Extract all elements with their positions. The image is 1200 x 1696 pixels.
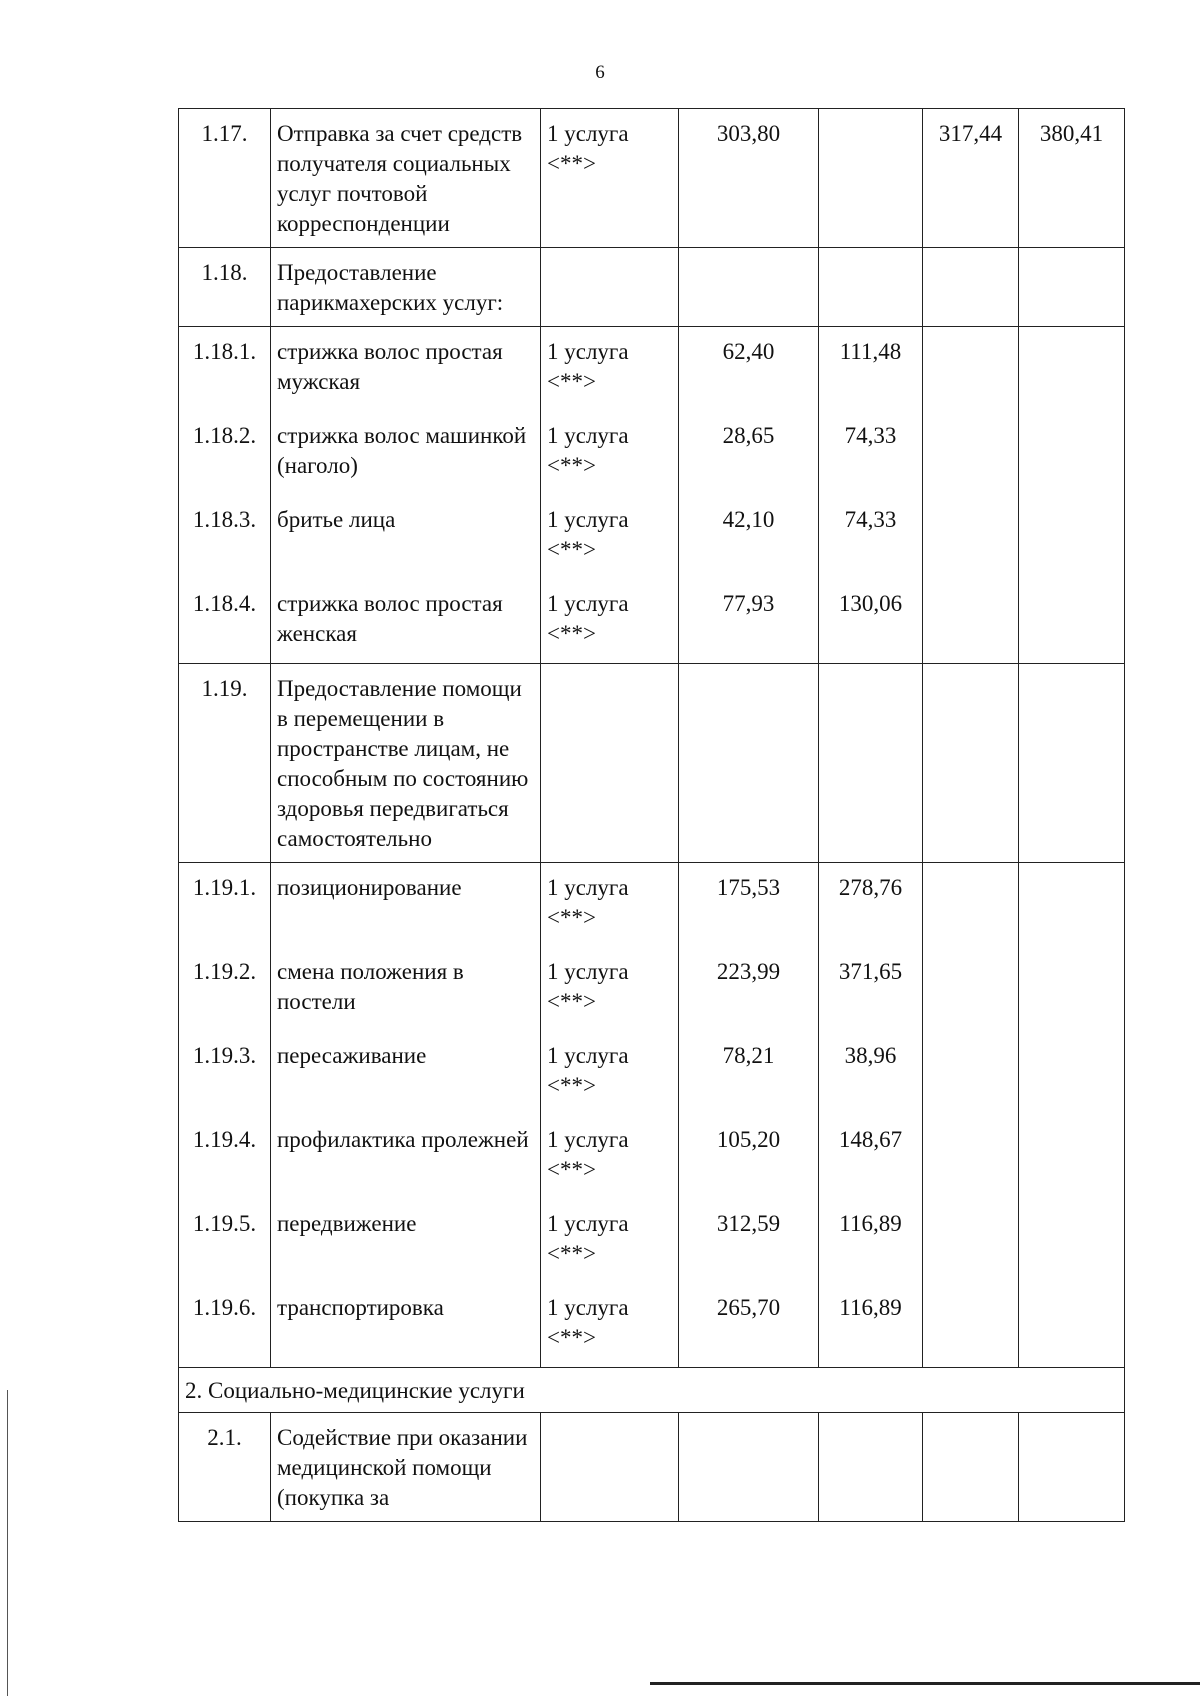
table-row bbox=[179, 1283, 1125, 1368]
item-code: 1.18.4. bbox=[179, 579, 271, 664]
tariff-value bbox=[1019, 248, 1125, 327]
tariff-value: 371,65 bbox=[819, 947, 923, 1031]
tariff-value bbox=[1019, 1413, 1125, 1522]
tariff-value bbox=[1019, 327, 1125, 412]
service-name: Предоставление помощи в перемещении в пространстве лицам, не способным по состоянию здоровья передвигаться самостоятельно bbox=[271, 664, 541, 863]
service-name: Предоставление парикмахерских услуг: bbox=[271, 248, 541, 327]
tariff-value: 77,93 bbox=[679, 579, 819, 664]
table-row bbox=[179, 1199, 1125, 1283]
item-code: 1.18.2. bbox=[179, 411, 271, 495]
tariff-value bbox=[819, 1413, 923, 1522]
tariff-value bbox=[1019, 664, 1125, 863]
tariff-value bbox=[819, 248, 923, 327]
service-name: пересаживание bbox=[271, 1031, 541, 1115]
unit-of-service bbox=[541, 248, 679, 327]
tariff-value bbox=[1019, 1283, 1125, 1368]
service-name: стрижка волос простая женская bbox=[271, 579, 541, 664]
service-name: передвижение bbox=[271, 1199, 541, 1283]
tariff-value bbox=[923, 1031, 1019, 1115]
page-number: 6 bbox=[595, 62, 605, 83]
unit-of-service: 1 услуга <**> bbox=[541, 495, 679, 579]
table-row bbox=[179, 327, 1125, 412]
tariff-value bbox=[923, 327, 1019, 412]
item-code: 1.19.5. bbox=[179, 1199, 271, 1283]
scan-edge-line bbox=[650, 1682, 1200, 1685]
tariff-value bbox=[923, 664, 1019, 863]
service-name: позиционирование bbox=[271, 863, 541, 948]
table-row bbox=[179, 248, 1125, 327]
service-name: транспортировка bbox=[271, 1283, 541, 1368]
tariff-value: 223,99 bbox=[679, 947, 819, 1031]
tariff-value bbox=[1019, 1199, 1125, 1283]
tariff-value: 105,20 bbox=[679, 1115, 819, 1199]
tariff-value bbox=[819, 109, 923, 248]
service-name: Содействие при оказании медицинской помощи (покупка за bbox=[271, 1413, 541, 1522]
table-row bbox=[179, 411, 1125, 495]
section-title: 2. Социально-медицинские услуги bbox=[179, 1368, 1125, 1413]
item-code: 1.17. bbox=[179, 109, 271, 248]
section-header-row bbox=[179, 1368, 1125, 1413]
tariff-value bbox=[923, 579, 1019, 664]
unit-of-service: 1 услуга <**> bbox=[541, 327, 679, 412]
item-code: 1.19.6. bbox=[179, 1283, 271, 1368]
service-name: смена положения в постели bbox=[271, 947, 541, 1031]
tariff-value bbox=[819, 664, 923, 863]
unit-of-service: 1 услуга <**> bbox=[541, 947, 679, 1031]
tariff-value: 38,96 bbox=[819, 1031, 923, 1115]
tariff-value bbox=[1019, 1031, 1125, 1115]
tariff-value: 148,67 bbox=[819, 1115, 923, 1199]
service-name: бритье лица bbox=[271, 495, 541, 579]
scan-edge-line bbox=[7, 1390, 8, 1696]
unit-of-service: 1 услуга <**> bbox=[541, 1031, 679, 1115]
tariff-value: 111,48 bbox=[819, 327, 923, 412]
unit-of-service: 1 услуга <**> bbox=[541, 411, 679, 495]
tariff-value: 62,40 bbox=[679, 327, 819, 412]
unit-of-service: 1 услуга <**> bbox=[541, 1199, 679, 1283]
tariff-value bbox=[923, 947, 1019, 1031]
unit-of-service bbox=[541, 664, 679, 863]
tariff-value: 312,59 bbox=[679, 1199, 819, 1283]
tariff-value: 42,10 bbox=[679, 495, 819, 579]
unit-of-service: 1 услуга <**> bbox=[541, 1283, 679, 1368]
tariff-value: 380,41 bbox=[1019, 109, 1125, 248]
tariff-value: 116,89 bbox=[819, 1199, 923, 1283]
unit-of-service: 1 услуга <**> bbox=[541, 109, 679, 248]
table-row bbox=[179, 1413, 1125, 1522]
item-code: 1.19. bbox=[179, 664, 271, 863]
table-row bbox=[179, 664, 1125, 863]
tariff-value bbox=[1019, 579, 1125, 664]
item-code: 1.19.1. bbox=[179, 863, 271, 948]
tariff-value bbox=[679, 664, 819, 863]
item-code: 1.18.1. bbox=[179, 327, 271, 412]
tariff-value: 317,44 bbox=[923, 109, 1019, 248]
unit-of-service: 1 услуга <**> bbox=[541, 1115, 679, 1199]
tariff-value bbox=[923, 1413, 1019, 1522]
table-row bbox=[179, 495, 1125, 579]
tariff-value bbox=[1019, 947, 1125, 1031]
tariff-value: 303,80 bbox=[679, 109, 819, 248]
tariff-value: 74,33 bbox=[819, 495, 923, 579]
table-row bbox=[179, 109, 1125, 248]
service-name: стрижка волос машинкой (наголо) bbox=[271, 411, 541, 495]
tariff-value bbox=[923, 248, 1019, 327]
tariff-value bbox=[923, 411, 1019, 495]
tariff-value bbox=[679, 248, 819, 327]
unit-of-service: 1 услуга <**> bbox=[541, 863, 679, 948]
tariff-value bbox=[1019, 1115, 1125, 1199]
table-row bbox=[179, 863, 1125, 948]
service-name: Отправка за счет средств получателя социальных услуг почтовой корреспонденции bbox=[271, 109, 541, 248]
tariff-value: 130,06 bbox=[819, 579, 923, 664]
tariff-value bbox=[923, 1199, 1019, 1283]
item-code: 1.19.2. bbox=[179, 947, 271, 1031]
tariff-value bbox=[679, 1413, 819, 1522]
tariff-value: 265,70 bbox=[679, 1283, 819, 1368]
tariff-value: 28,65 bbox=[679, 411, 819, 495]
table-row bbox=[179, 947, 1125, 1031]
tariff-value: 116,89 bbox=[819, 1283, 923, 1368]
service-name: стрижка волос простая мужская bbox=[271, 327, 541, 412]
item-code: 1.18.3. bbox=[179, 495, 271, 579]
tariff-value bbox=[923, 495, 1019, 579]
table-row bbox=[179, 1031, 1125, 1115]
unit-of-service: 1 услуга <**> bbox=[541, 579, 679, 664]
tariff-table bbox=[178, 108, 1125, 1522]
tariff-value: 278,76 bbox=[819, 863, 923, 948]
tariff-value bbox=[923, 1115, 1019, 1199]
table-body bbox=[179, 109, 1125, 1522]
service-name: профилактика пролежней bbox=[271, 1115, 541, 1199]
tariff-value bbox=[923, 863, 1019, 948]
item-code: 2.1. bbox=[179, 1413, 271, 1522]
tariff-value: 74,33 bbox=[819, 411, 923, 495]
item-code: 1.18. bbox=[179, 248, 271, 327]
tariff-value: 175,53 bbox=[679, 863, 819, 948]
item-code: 1.19.3. bbox=[179, 1031, 271, 1115]
tariff-value bbox=[1019, 495, 1125, 579]
tariff-value bbox=[923, 1283, 1019, 1368]
table-row bbox=[179, 579, 1125, 664]
unit-of-service bbox=[541, 1413, 679, 1522]
tariff-value bbox=[1019, 863, 1125, 948]
table-row bbox=[179, 1115, 1125, 1199]
tariff-value bbox=[1019, 411, 1125, 495]
tariff-value: 78,21 bbox=[679, 1031, 819, 1115]
item-code: 1.19.4. bbox=[179, 1115, 271, 1199]
